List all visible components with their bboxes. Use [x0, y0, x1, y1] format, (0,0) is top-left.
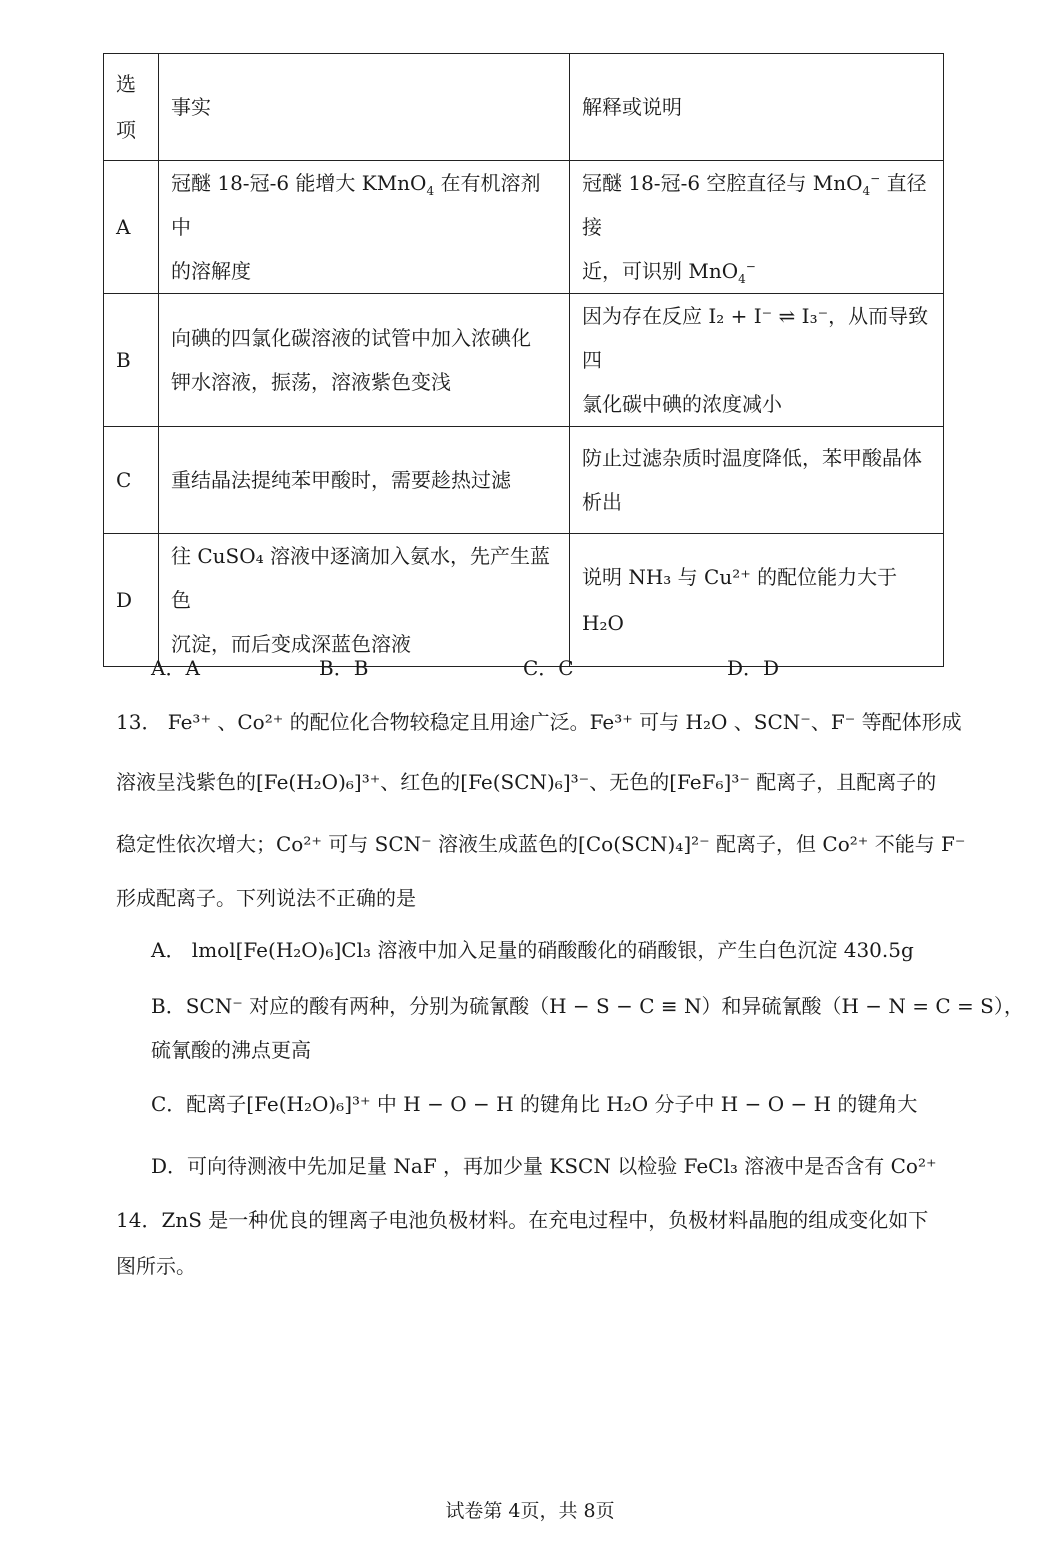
row-fact: 向碘的四氯化碳溶液的试管中加入浓碘化 钾水溶液，振荡，溶液紫色变浅 [159, 294, 570, 427]
q13-option-a: A． lmol[Fe(H₂O)₆]Cl₃ 溶液中加入足量的硝酸酸化的硝酸银，产生白色沉淀 430.5g [151, 938, 914, 962]
q13-line1: 13． Fe³⁺ 、Co²⁺ 的配位化合物较稳定且用途广泛。Fe³⁺ 可与 H₂O 、SCN⁻、F⁻ 等配体形成 [116, 710, 962, 734]
q13-option-d: D．可向待测液中先加足量 NaF ，再加少量 KSCN 以检验 FeCl₃ 溶液中是否含有 Co²⁺ [151, 1154, 937, 1178]
row-option: D [104, 534, 159, 667]
table-header-row [104, 54, 944, 161]
page-footer: 试卷第 4页，共 8页 [445, 1500, 615, 1522]
row-explain: 因为存在反应 I₂ + I⁻ ⇌ I₃⁻，从而导致四 氯化碳中碘的浓度减小 [570, 294, 944, 427]
q13-line2: 溶液呈浅紫色的[Fe(H₂O)₆]³⁺、红色的[Fe(SCN)₆]³⁻、无色的[FeF₆]³⁻ 配离子，且配离子的 [116, 770, 937, 794]
choice-b: B．B [319, 656, 369, 680]
table-row [104, 534, 944, 667]
choice-c: C．C [523, 656, 574, 680]
row-fact: 往 CuSO₄ 溶液中逐滴加入氨水，先产生蓝色 沉淀，而后变成深蓝色溶液 [159, 534, 570, 667]
table-row [104, 427, 944, 534]
row-option: C [104, 427, 159, 534]
header-explain: 解释或说明 [570, 54, 944, 161]
q13-option-b-2: 硫氰酸的沸点更高 [151, 1038, 311, 1062]
table-row [104, 294, 944, 427]
row-explain: 防止过滤杂质时温度降低，苯甲酸晶体 析出 [570, 427, 944, 534]
header-fact: 事实 [159, 54, 570, 161]
q13-line4: 形成配离子。下列说法不正确的是 [116, 886, 416, 910]
q14-line1: 14．ZnS 是一种优良的锂离子电池负极材料。在充电过程中，负极材料晶胞的组成变化如下 [116, 1208, 929, 1232]
q13-option-c: C．配离子[Fe(H₂O)₆]³⁺ 中 H − O − H 的键角比 H₂O 分子中 H − O − H 的键角大 [151, 1092, 918, 1116]
row-option: B [104, 294, 159, 427]
row-fact: 冠醚 18-冠-6 能增大 KMnO$_4$ 在有机溶剂中 的溶解度 [159, 161, 570, 294]
row-fact: 重结晶法提纯苯甲酸时，需要趁热过滤 [159, 427, 570, 534]
row-option: A [104, 161, 159, 294]
q13-line3: 稳定性依次增大；Co²⁺ 可与 SCN⁻ 溶液生成蓝色的[Co(SCN)₄]²⁻ 配离子，但 Co²⁺ 不能与 F⁻ [116, 832, 966, 856]
row-explain: 冠醚 18-冠-6 空腔直径与 MnO$_4$− 直径接 近，可识别 MnO$_4$− [570, 161, 944, 294]
question-table [103, 53, 944, 667]
row-explain: 说明 NH₃ 与 Cu²⁺ 的配位能力大于 H₂O [570, 534, 944, 667]
choice-a: A．A [151, 656, 200, 680]
header-option: 选项 [104, 54, 159, 161]
q14-line2: 图所示。 [116, 1254, 196, 1278]
choice-d: D．D [727, 656, 780, 680]
table-row [104, 161, 944, 294]
q13-option-b-1: B．SCN⁻ 对应的酸有两种，分别为硫氰酸（H − S − C ≡ N）和异硫氰酸（H − N = C = S）， [151, 994, 1024, 1018]
